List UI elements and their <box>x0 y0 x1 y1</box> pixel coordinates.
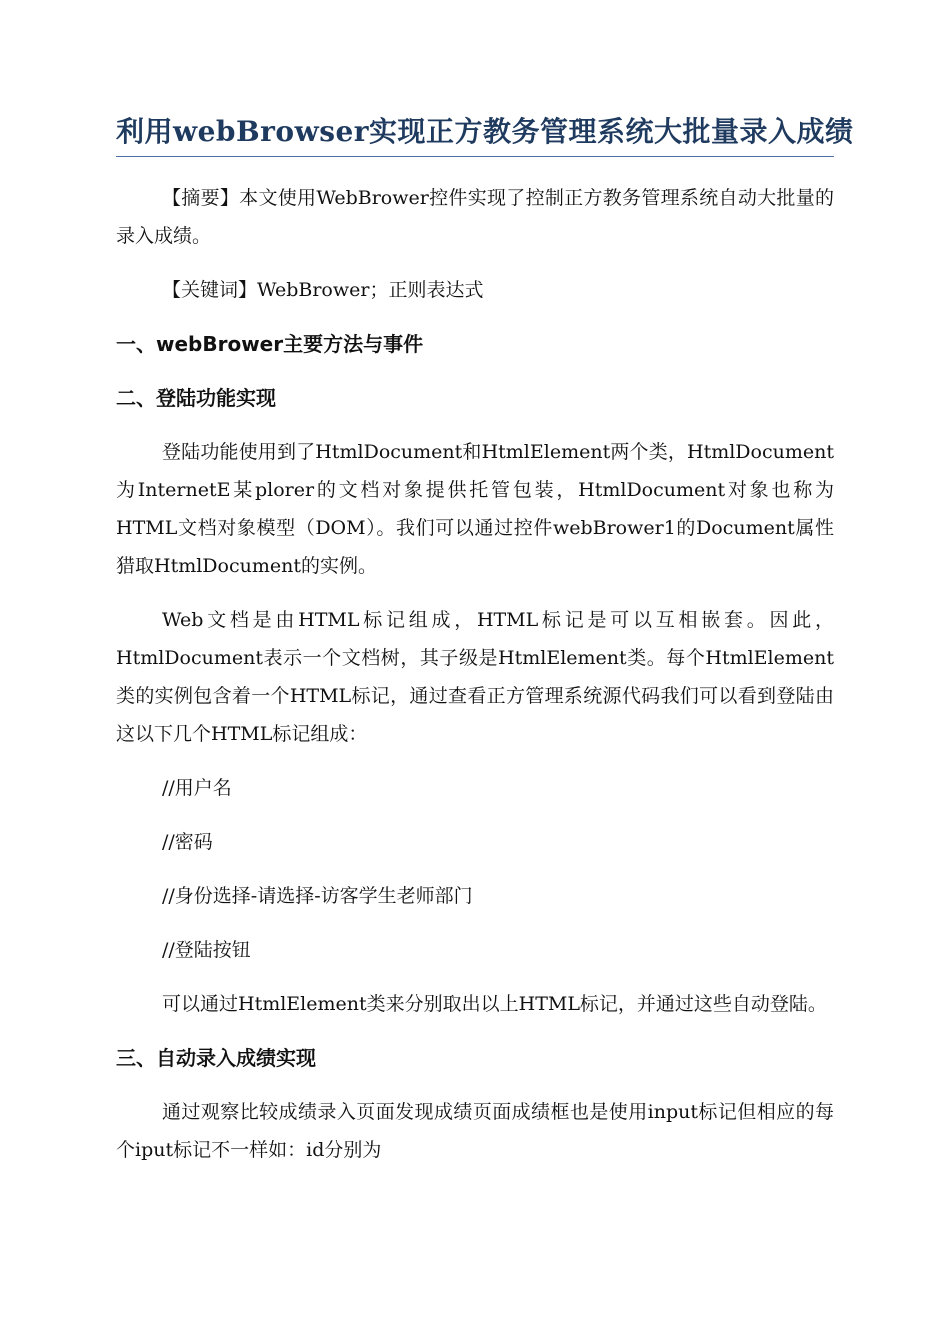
section-heading-3: 三、自动录入成绩实现 <box>116 1046 316 1070</box>
document-page <box>116 110 854 1169</box>
code-comment-role: //身份选择-请选择-访客学生老师部门 <box>162 885 473 907</box>
document-title: 利用webBrowser实现正方教务管理系统大批量录入成绩 <box>116 110 834 157</box>
spacer <box>116 157 834 179</box>
spacer <box>116 753 834 769</box>
spacer <box>116 363 834 379</box>
spacer <box>116 309 834 325</box>
code-comment-login-button: //登陆按钮 <box>162 939 251 961</box>
spacer <box>116 255 834 271</box>
section2-paragraph-2: Web文档是由HTML标记组成，HTML标记是可以互相嵌套。因此，HtmlDocument表示一个文档树，其子级是HtmlElement类。每个HtmlElement类的实例包含着一个HTML标记，通过查看正方管理系统源代码我们可以看到登陆由这以下几个HTML标记组成： <box>116 609 834 745</box>
section2-paragraph-3: 可以通过HtmlElement类来分别取出以上HTML标记，并通过这些自动登陆。 <box>162 993 827 1015</box>
spacer <box>116 861 834 877</box>
code-comment-username: //用户名 <box>162 777 232 799</box>
spacer <box>116 915 834 931</box>
section3-paragraph-1: 通过观察比较成绩录入页面发现成绩页面成绩框也是使用input标记但相应的每个iput标记不一样如：id分别为 <box>116 1101 834 1161</box>
section-heading-2: 二、登陆功能实现 <box>116 386 276 410</box>
spacer <box>116 1023 834 1039</box>
abstract-paragraph: 【摘要】本文使用WebBrower控件实现了控制正方教务管理系统自动大批量的录入成绩。 <box>116 187 834 247</box>
spacer <box>116 807 834 823</box>
keywords-paragraph: 【关键词】WebBrower；正则表达式 <box>162 279 484 301</box>
section2-paragraph-1: 登陆功能使用到了HtmlDocument和HtmlElement两个类，HtmlDocument为InternetE某plorer的文档对象提供托管包装，HtmlDocument对象也称为HTML文档对象模型（DOM）。我们可以通过控件webBrower1的Document属性猎取HtmlDocument的实例。 <box>116 441 834 577</box>
spacer <box>116 1077 834 1093</box>
spacer <box>116 417 834 433</box>
code-comment-password: //密码 <box>162 831 213 853</box>
spacer <box>116 585 834 601</box>
spacer <box>116 969 834 985</box>
section-heading-1: 一、webBrower主要方法与事件 <box>116 332 424 356</box>
